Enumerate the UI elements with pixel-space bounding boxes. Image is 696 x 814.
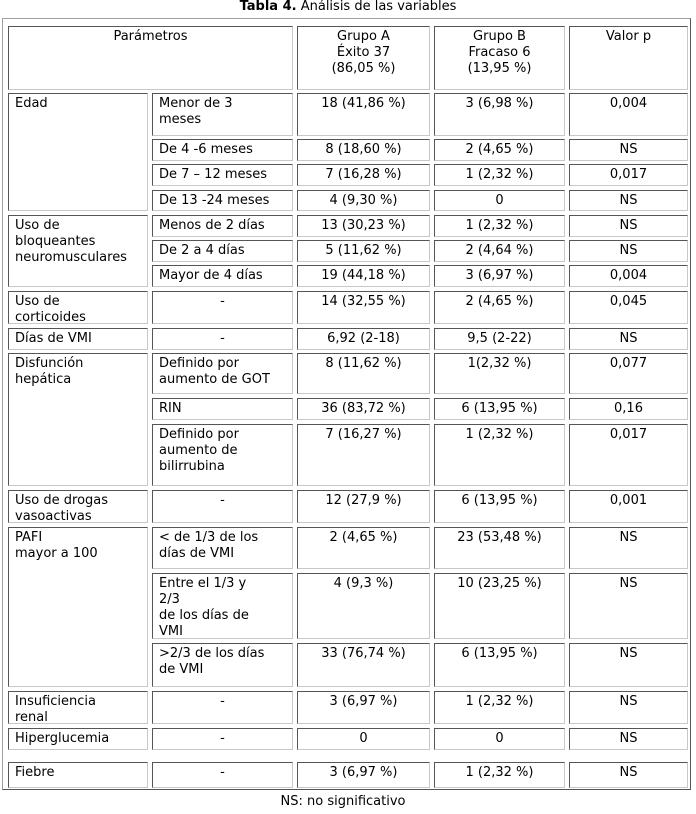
row-valor-p — [569, 215, 688, 237]
row-valor-p — [569, 139, 688, 161]
row-subparam-text: - — [220, 331, 225, 346]
row-grupo-b — [434, 691, 565, 724]
row-grupo-a-text: 4 (9,30 %) — [329, 193, 398, 208]
row-valor-p — [569, 190, 688, 211]
row-grupo-a — [297, 328, 430, 350]
row-subparam-text: Entre el 1/3 y 2/3 de los días de VMI — [159, 576, 249, 639]
row-grupo-a — [297, 265, 430, 287]
row-subparam-text: - — [220, 294, 225, 309]
row-valor-p — [569, 490, 688, 523]
row-subparam — [152, 728, 293, 750]
row-grupo-b — [434, 93, 565, 136]
group-label-text: Uso de corticoides — [15, 294, 86, 324]
row-subparam-text: - — [220, 694, 225, 709]
row-grupo-a-text: 19 (44,18 %) — [321, 268, 406, 283]
row-grupo-b — [434, 190, 565, 211]
row-subparam-text: - — [220, 493, 225, 508]
header-parametros-text: Parámetros — [113, 29, 188, 44]
row-valor-p — [569, 527, 688, 569]
row-valor-p-text: 0,004 — [609, 268, 648, 283]
row-grupo-b-text: 3 (6,98 %) — [465, 96, 534, 111]
row-subparam — [152, 353, 293, 394]
row-grupo-a — [297, 190, 430, 211]
row-valor-p-text: 0,004 — [609, 96, 648, 111]
row-grupo-b — [434, 643, 565, 687]
row-valor-p — [569, 728, 688, 750]
row-subparam — [152, 139, 293, 161]
row-valor-p — [569, 353, 688, 394]
row-grupo-a — [297, 164, 430, 186]
row-valor-p-text: NS — [619, 765, 638, 780]
row-subparam — [152, 490, 293, 523]
row-grupo-b-text: 0 — [495, 731, 504, 746]
row-subparam — [152, 93, 293, 136]
row-grupo-b — [434, 490, 565, 523]
row-subparam-text: Definido por aumento de GOT — [159, 356, 270, 387]
row-subparam-text: Definido por aumento de bilirrubina — [159, 427, 239, 474]
header-grupo-b-text: Grupo B Fracaso 6 (13,95 %) — [467, 29, 532, 76]
group-label — [8, 762, 148, 788]
row-grupo-a — [297, 240, 430, 262]
row-grupo-a-text: 8 (18,60 %) — [325, 142, 402, 157]
row-subparam-text: >2/3 de los días de VMI — [159, 646, 265, 677]
row-grupo-a-text: 7 (16,27 %) — [325, 427, 402, 442]
row-subparam — [152, 762, 293, 788]
row-grupo-b — [434, 265, 565, 287]
row-subparam-text: Menor de 3 meses — [159, 96, 233, 127]
row-grupo-a-text: 33 (76,74 %) — [321, 646, 406, 661]
row-valor-p — [569, 164, 688, 186]
row-valor-p-text: NS — [619, 694, 638, 709]
row-valor-p-text: NS — [619, 218, 638, 233]
row-subparam-text: - — [220, 731, 225, 746]
row-valor-p — [569, 328, 688, 350]
row-grupo-a-text: 12 (27,9 %) — [325, 493, 402, 508]
header-grupo-a-text: Grupo A Éxito 37 (86,05 %) — [331, 29, 396, 76]
row-valor-p-text: 0,001 — [609, 493, 648, 508]
row-valor-p — [569, 643, 688, 687]
row-grupo-b-text: 6 (13,95 %) — [461, 493, 538, 508]
row-grupo-a — [297, 353, 430, 394]
row-grupo-b — [434, 527, 565, 569]
group-label-text: Uso de drogas vasoactivas — [15, 493, 109, 523]
row-grupo-a — [297, 93, 430, 136]
row-grupo-b — [434, 398, 565, 420]
row-subparam — [152, 643, 293, 687]
row-grupo-b-text: 6 (13,95 %) — [461, 401, 538, 416]
row-grupo-a-text: 14 (32,55 %) — [321, 294, 406, 309]
row-grupo-a — [297, 728, 430, 750]
row-grupo-a — [297, 762, 430, 788]
row-valor-p-text: NS — [619, 530, 638, 545]
row-grupo-b-text: 2 (4,64 %) — [465, 243, 534, 258]
row-subparam-text: RIN — [159, 401, 182, 416]
row-valor-p-text: 0,017 — [609, 427, 648, 442]
row-grupo-b-text: 9,5 (2-22) — [467, 331, 532, 346]
row-grupo-a-text: 36 (83,72 %) — [321, 401, 406, 416]
row-subparam-text: < de 1/3 de los días de VMI — [159, 530, 259, 561]
row-grupo-a-text: 4 (9,3 %) — [333, 576, 394, 591]
row-subparam — [152, 328, 293, 350]
row-grupo-a-text: 7 (16,28 %) — [325, 167, 402, 182]
group-label — [8, 490, 148, 523]
group-label-text: Días de VMI — [15, 331, 92, 346]
row-valor-p — [569, 398, 688, 420]
group-label-text: Edad — [15, 96, 48, 111]
caption-label: Tabla 4. — [239, 0, 297, 14]
row-valor-p-text: NS — [619, 576, 638, 591]
row-valor-p-text: 0,16 — [614, 401, 643, 416]
row-subparam-text: De 2 a 4 días — [159, 243, 245, 258]
row-valor-p — [569, 265, 688, 287]
group-label — [8, 728, 148, 750]
group-label — [8, 527, 148, 687]
row-valor-p-text: NS — [619, 646, 638, 661]
row-grupo-b-text: 3 (6,97 %) — [465, 268, 534, 283]
row-valor-p — [569, 691, 688, 724]
row-grupo-a — [297, 643, 430, 687]
row-valor-p — [569, 93, 688, 136]
row-subparam — [152, 265, 293, 287]
group-label — [8, 93, 148, 211]
row-grupo-a-text: 13 (30,23 %) — [321, 218, 406, 233]
row-grupo-b — [434, 424, 565, 486]
row-subparam-text: De 7 – 12 meses — [159, 167, 268, 182]
row-grupo-b-text: 10 (23,25 %) — [457, 576, 542, 591]
row-grupo-a — [297, 398, 430, 420]
row-grupo-b — [434, 139, 565, 161]
row-grupo-b-text: 0 — [495, 193, 504, 208]
row-grupo-a — [297, 139, 430, 161]
row-grupo-b-text: 1 (2,32 %) — [465, 765, 534, 780]
group-label — [8, 328, 148, 350]
row-grupo-a — [297, 291, 430, 324]
row-valor-p — [569, 573, 688, 639]
group-label-text: PAFI mayor a 100 — [15, 530, 98, 561]
row-valor-p-text: NS — [619, 243, 638, 258]
row-subparam — [152, 573, 293, 639]
footnote: NS: no significativo — [280, 794, 406, 809]
row-grupo-a — [297, 424, 430, 486]
row-grupo-b — [434, 164, 565, 186]
row-valor-p — [569, 240, 688, 262]
row-subparam — [152, 527, 293, 569]
row-subparam-text: De 4 -6 meses — [159, 142, 253, 157]
group-label-text: Uso de bloqueantes neuromusculares — [15, 218, 127, 265]
row-grupo-b — [434, 353, 565, 394]
row-subparam — [152, 164, 293, 186]
row-valor-p-text: NS — [619, 731, 638, 746]
row-valor-p-text: 0,017 — [609, 167, 648, 182]
row-subparam-text: - — [220, 765, 225, 780]
row-grupo-a-text: 5 (11,62 %) — [325, 243, 402, 258]
row-subparam-text: Mayor de 4 días — [159, 268, 263, 283]
row-grupo-a-text: 6,92 (2-18) — [327, 331, 400, 346]
row-grupo-b — [434, 215, 565, 237]
row-subparam — [152, 398, 293, 420]
row-subparam-text: Menos de 2 días — [159, 218, 265, 233]
row-grupo-a — [297, 573, 430, 639]
row-grupo-b-text: 1 (2,32 %) — [465, 167, 534, 182]
header-grupo-b — [434, 26, 565, 90]
row-grupo-b — [434, 762, 565, 788]
row-grupo-a-text: 2 (4,65 %) — [329, 530, 398, 545]
row-subparam — [152, 215, 293, 237]
row-grupo-a — [297, 527, 430, 569]
row-subparam-text: De 13 -24 meses — [159, 193, 270, 208]
row-grupo-b — [434, 240, 565, 262]
group-label-text: Insuficiencia renal — [15, 694, 96, 724]
row-valor-p — [569, 424, 688, 486]
row-grupo-b-text: 2 (4,65 %) — [465, 142, 534, 157]
caption-text: Análisis de las variables — [296, 0, 457, 14]
row-grupo-a-text: 8 (11,62 %) — [325, 356, 402, 371]
group-label — [8, 291, 148, 324]
group-label-text: Disfunción hepática — [15, 356, 84, 387]
row-valor-p-text: NS — [619, 142, 638, 157]
row-valor-p — [569, 762, 688, 788]
row-grupo-b — [434, 573, 565, 639]
row-valor-p-text: 0,045 — [609, 294, 648, 309]
header-grupo-a — [297, 26, 430, 90]
row-valor-p-text: NS — [619, 193, 638, 208]
row-grupo-a-text: 3 (6,97 %) — [329, 765, 398, 780]
row-subparam — [152, 691, 293, 724]
row-grupo-b — [434, 291, 565, 324]
row-grupo-b-text: 6 (13,95 %) — [461, 646, 538, 661]
header-valor-p-text: Valor p — [605, 29, 652, 44]
group-label — [8, 691, 148, 724]
row-grupo-b-text: 1(2,32 %) — [467, 356, 532, 371]
row-subparam — [152, 190, 293, 211]
row-grupo-b — [434, 328, 565, 350]
group-label — [8, 353, 148, 486]
group-label — [8, 215, 148, 287]
row-subparam — [152, 424, 293, 486]
row-grupo-b-text: 1 (2,32 %) — [465, 427, 534, 442]
row-grupo-a-text: 0 — [359, 731, 368, 746]
group-label-text: Fiebre — [15, 765, 55, 780]
row-grupo-a — [297, 215, 430, 237]
row-grupo-b-text: 1 (2,32 %) — [465, 694, 534, 709]
row-grupo-a — [297, 490, 430, 523]
row-grupo-a-text: 3 (6,97 %) — [329, 694, 398, 709]
row-grupo-a — [297, 691, 430, 724]
row-grupo-a-text: 18 (41,86 %) — [321, 96, 406, 111]
row-grupo-b-text: 23 (53,48 %) — [457, 530, 542, 545]
row-valor-p-text: 0,077 — [609, 356, 648, 371]
row-grupo-b-text: 1 (2,32 %) — [465, 218, 534, 233]
row-subparam — [152, 240, 293, 262]
table-caption — [0, 0, 696, 14]
row-valor-p-text: NS — [619, 331, 638, 346]
row-grupo-b — [434, 728, 565, 750]
row-subparam — [152, 291, 293, 324]
header-valor-p — [569, 26, 688, 90]
group-label-text: Hiperglucemia — [15, 731, 110, 746]
header-parametros — [8, 26, 293, 90]
row-grupo-b-text: 2 (4,65 %) — [465, 294, 534, 309]
row-valor-p — [569, 291, 688, 324]
